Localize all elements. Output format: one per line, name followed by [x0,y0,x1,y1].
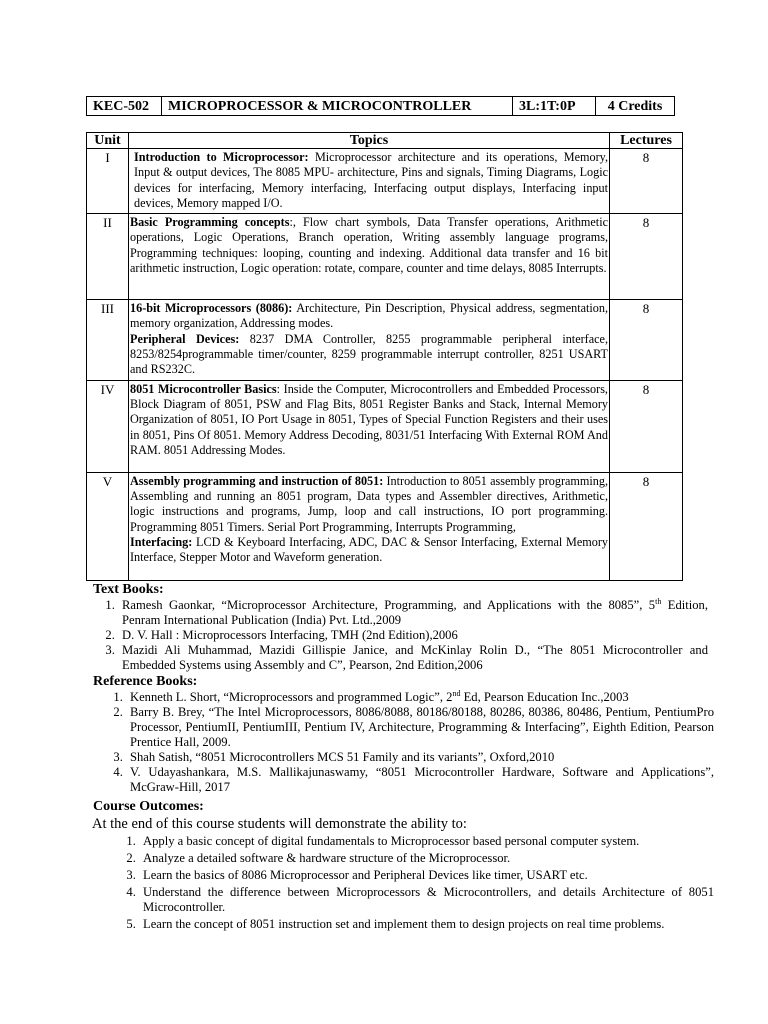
topic-heading: Basic Programming concepts [130,215,290,230]
book-text: Edition, Penram International Publication (India) Pvt. Ltd.,2009 [122,598,708,627]
list-item [118,598,708,628]
book-text: V. Udayashankara, M.S. Mallikajunaswamy, “8051 Microcontroller Hardware, Software and Applications”, McGraw-Hill, 2017 [130,765,714,794]
book-text: D. V. Hall : Microprocessors Interfacing, TMH (2nd Edition),2006 [122,628,458,642]
list-item [118,643,708,673]
syllabus-table [86,132,683,581]
course-header-table [86,96,675,116]
topic-text: LCD & Keyboard Interfacing, ADC, DAC & Sensor Interfacing, External Memory Interface, Stepper Motor and Waveform generation. [130,534,608,565]
topic-heading: 16-bit Microprocessors (8086): [130,301,293,316]
topic-text: :, Flow chart symbols, Data Transfer operations, Arithmetic operations, Logic Operations, Branch operation, Writing assembly language programs, Programming techniques: looping, counting and indexing. Additional data transfer and 16 bit arithmetic instruction, Logic operation: rotate, compare, counter and time delays, 8085 Interrupts. [130,215,608,276]
topic-text: 8237 DMA Controller, 8255 programmable peripheral interface, 8253/8254programmable timer/counter, 8259 programmable interrupt controller, 8251 USART and RS232C. [130,331,608,377]
list-item: 2. Analyze a detailed software & hardware structure of the Microprocessor. [139,851,714,866]
list-item: 1. Apply a basic concept of digital fundamentals to Microprocessor based personal computer system. [139,834,714,849]
syllabus-row [87,472,683,580]
syllabus-row [87,214,683,300]
list-item [126,750,714,765]
lecture-count: 8 [610,214,683,300]
course-code: KEC-502 [87,97,162,116]
topic-text: Microprocessor architecture and its operations, Memory, Input & output devices, The 8085 MPU- architecture, Pins and signals, Timing Diagrams, Logic devices for interfacing, Memory interfacing, Interfacing output displays, Interfacing input devices, Memory mapped I/O. [134,150,609,210]
course-title: MICROPROCESSOR & MICROCONTROLLER [162,97,513,116]
unit-number: III [87,300,129,380]
course-ltp: 3L:1T:0P [513,97,596,116]
list-item: 5. Learn the concept of 8051 instruction set and implement them to design projects on real time problems. [139,917,714,932]
unit-number: IV [87,380,129,472]
topic-heading: Assembly programming and instruction of 8051: [130,473,384,488]
topic-heading: 8051 Microcontroller Basics [130,381,277,396]
topics-header: Topics [129,133,610,149]
unit-topics [129,380,610,472]
reference-books-title: Reference Books: [93,674,198,689]
book-text: Ed, Pearson Education Inc.,2003 [460,690,629,704]
book-text: Ramesh Gaonkar, “Microprocessor Architecture, Programming, and Applications with the 8085”, 5 [122,598,656,612]
unit-number: II [87,214,129,300]
reference-books-list [100,690,714,795]
book-text: Barry B. Brey, “The Intel Microprocessors, 8086/8088, 80186/80188, 80286, 80386, 80486, Pentium, PentiumPro Processor, PentiumII, PentiumIII, Pentium IV, Architecture, Programming & Interfacing”, Eighth Edition, Pearson Prentice Hall, 2009. [130,705,714,749]
topic-heading: Interfacing: [130,534,193,549]
book-text: Kenneth L. Short, “Microprocessors and programmed Logic”, 2 [130,690,453,704]
list-item [126,765,714,795]
superscript: nd [452,688,461,698]
course-outcomes-title: Course Outcomes: [93,799,204,814]
unit-header: Unit [87,133,129,149]
lecture-count: 8 [610,472,683,580]
topic-text: Introduction to 8051 assembly programming, Assembling and running an 8051 program, Data types and Assembler directives, Arithmetic, logic instructions and programs, Jump, loop and call instructions, IO port programming. Programming 8051 Timers. Serial Port Programming, Interrupts Programming, [130,473,608,534]
course-credits: 4 Credits [596,97,675,116]
list-item: 4. Understand the difference between Microprocessors & Microcontrollers, and details Architecture of 8051 Microcontroller. [139,885,714,915]
list-item [126,690,714,705]
lecture-count: 8 [610,380,683,472]
topic-heading: Peripheral Devices: [130,331,240,346]
unit-topics [129,300,610,380]
lectures-header: Lectures [610,133,683,149]
course-outcomes-intro: At the end of this course students will demonstrate the ability to: [92,816,467,832]
topic-heading: Introduction to Microprocessor: [134,150,309,164]
syllabus-row [87,380,683,472]
unit-topics [129,472,610,580]
book-text: Shah Satish, “8051 Microcontrollers MCS 51 Family and its variants”, Oxford,2010 [130,750,555,764]
unit-number: I [87,149,129,214]
book-text: Mazidi Ali Muhammad, Mazidi Gillispie Janice, and McKinlay Rolin D., “The 8051 Microcontroller and Embedded Systems using Assembly and C”, Pearson, 2nd Edition,2006 [122,643,708,672]
list-item [126,705,714,750]
lecture-count: 8 [610,149,683,214]
syllabus-row [87,149,683,214]
text-books-list [92,598,708,673]
topic-text: Architecture, Pin Description, Physical address, segmentation, memory organization, Addressing modes. [130,301,609,331]
topic-text: : Inside the Computer, Microcontrollers and Embedded Processors, Block Diagram of 8051, PSW and Flag Bits, 8051 Register Banks and Stack, Internal Memory Organization of 8051, IO Port Usage in 8051, Types of Special Function Registers and their uses in 8051, Pins Of 8051. Memory Address Decoding, 8031/51 Interfacing With External ROM And RAM. 8051 Addressing Modes. [130,381,608,457]
unit-topics [129,149,610,214]
course-outcomes-list [112,834,714,932]
text-books-title: Text Books: [93,582,164,597]
list-item [118,628,708,643]
syllabus-row [87,300,683,380]
lecture-count: 8 [610,300,683,380]
unit-topics [129,214,610,300]
unit-number: V [87,472,129,580]
list-item: 3. Learn the basics of 8086 Microprocessor and Peripheral Devices like timer, USART etc. [139,868,714,883]
superscript: th [655,596,662,606]
